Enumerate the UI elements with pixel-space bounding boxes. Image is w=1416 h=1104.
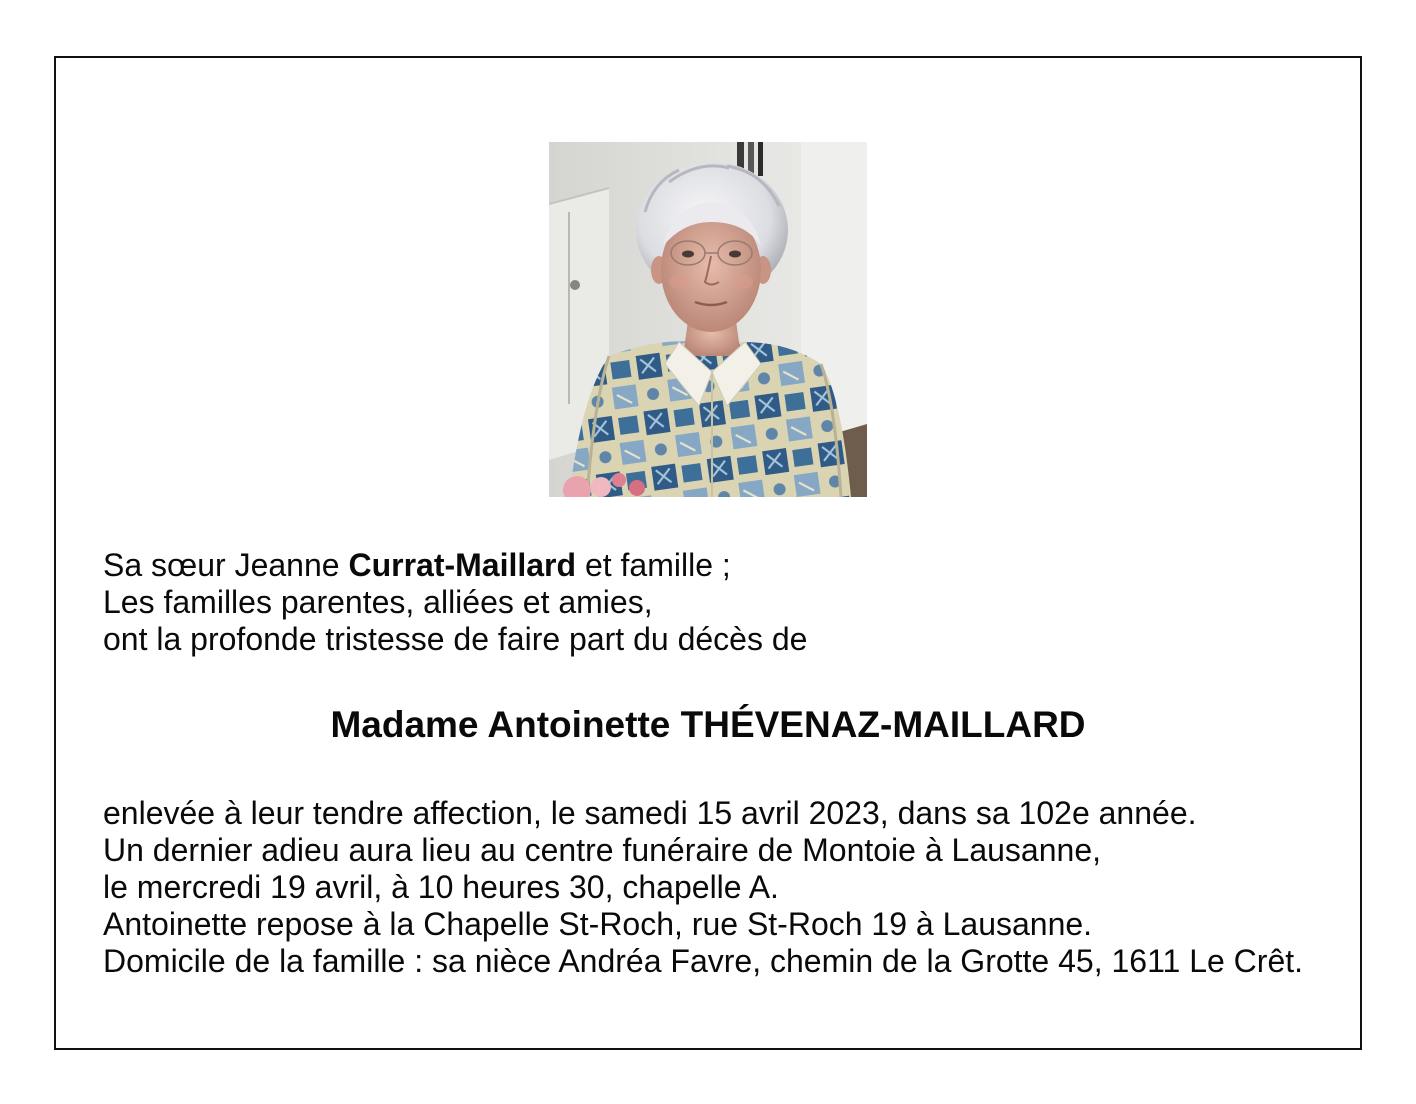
intro-line-1-end: et famille ; — [576, 547, 731, 583]
intro-line-2: Les familles parentes, alliées et amies, — [103, 584, 653, 620]
portrait-photo — [549, 142, 867, 497]
intro-line-1 — [103, 547, 807, 584]
details-line-1: enlevée à leur tendre affection, le samedi 15 avril 2023, dans sa 102e année. — [103, 795, 1197, 831]
details-line-4: Antoinette repose à la Chapelle St-Roch, rue St-Roch 19 à Lausanne. — [103, 906, 1093, 942]
portrait-image — [549, 142, 867, 497]
details-line-2: Un dernier adieu aura lieu au centre funéraire de Montoie à Lausanne, — [103, 832, 1101, 868]
details-line-5: Domicile de la famille : sa nièce Andréa Favre, chemin de la Grotte 45, 1611 Le Crêt. — [103, 943, 1304, 979]
intro-line-1-start: Sa sœur Jeanne — [103, 547, 349, 583]
family-name-bold: Currat-Maillard — [348, 547, 577, 583]
details-paragraph — [103, 795, 1303, 980]
intro-paragraph — [103, 547, 807, 658]
deceased-name-heading: Madame Antoinette THÉVENAZ-MAILLARD — [330, 704, 1086, 745]
intro-line-3: ont la profonde tristesse de faire part du décès de — [103, 621, 808, 657]
details-line-3: le mercredi 19 avril, à 10 heures 30, chapelle A. — [103, 869, 779, 905]
